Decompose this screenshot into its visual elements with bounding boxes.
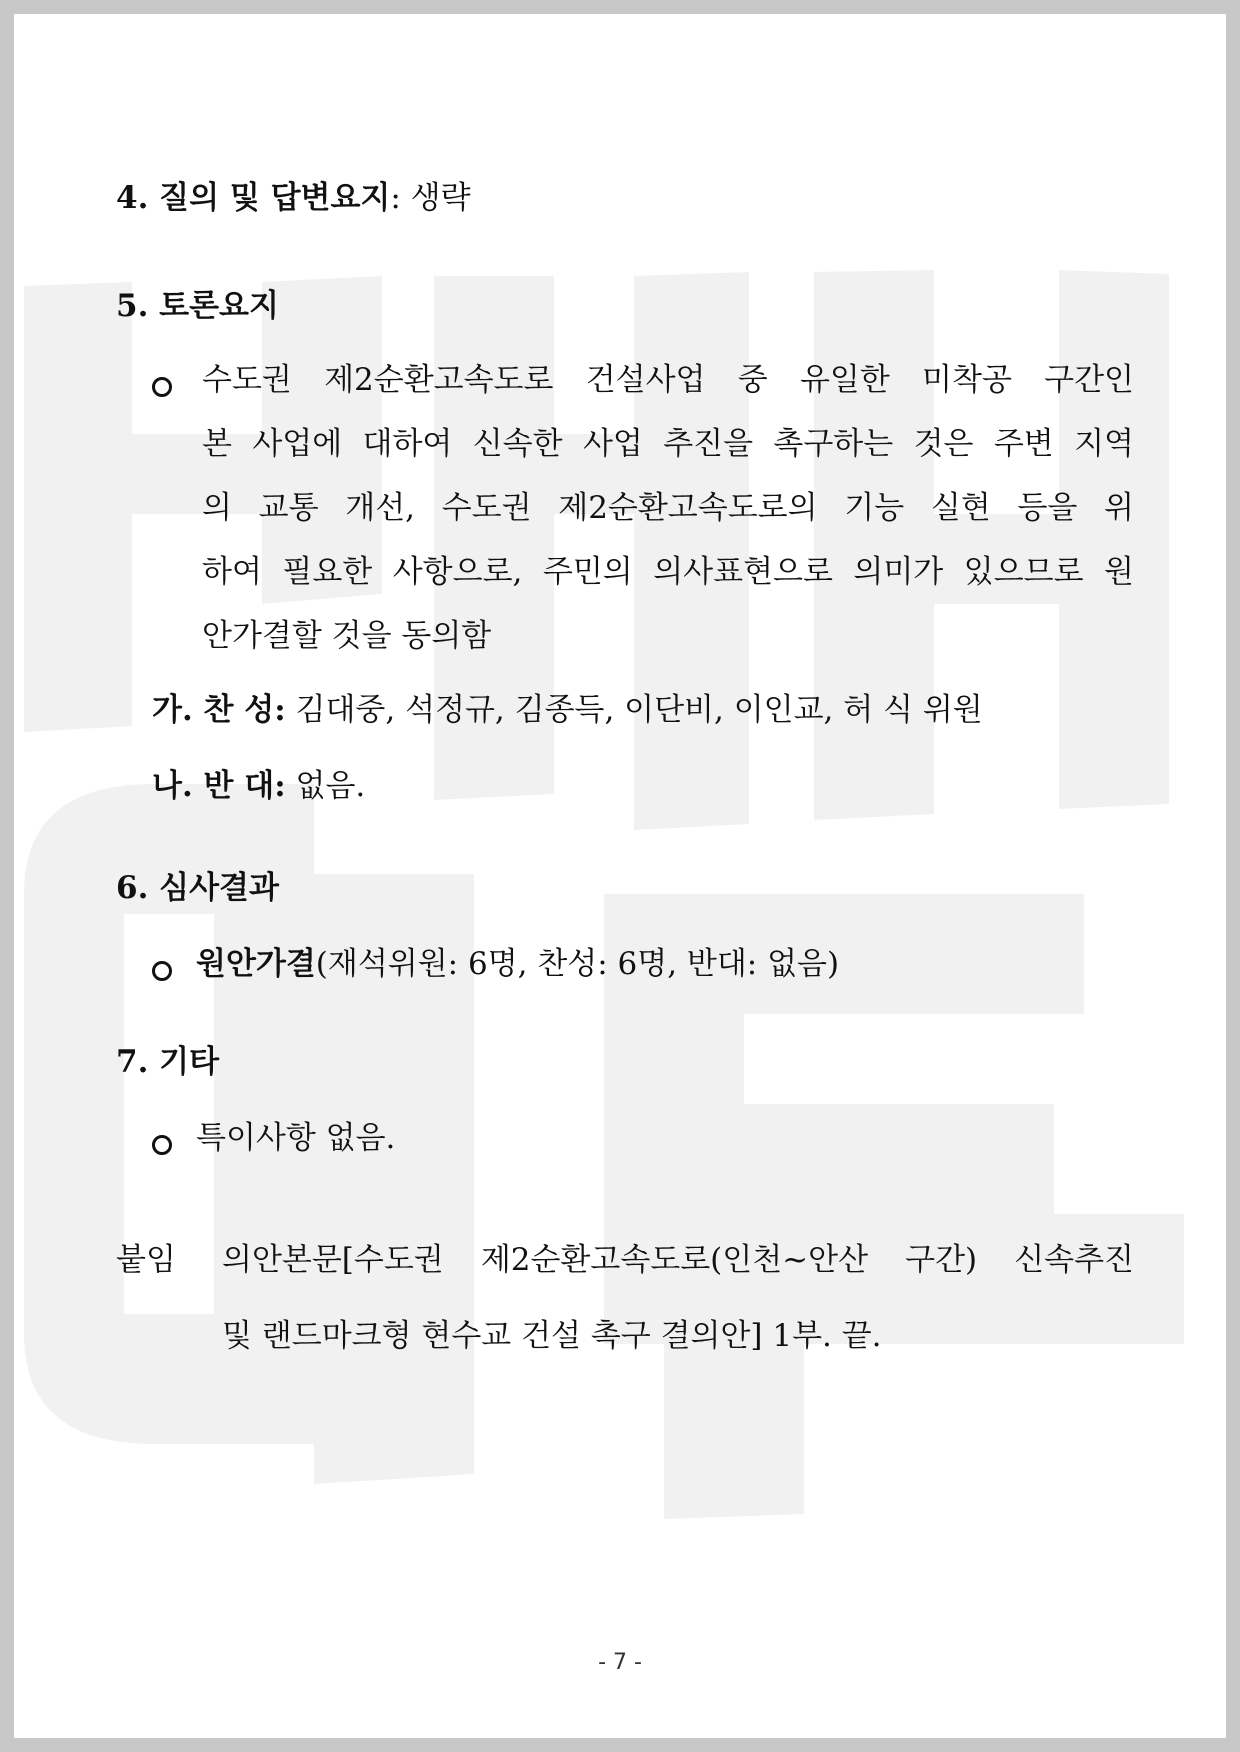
against-line bbox=[152, 766, 365, 806]
page-number: - 7 - bbox=[598, 1650, 642, 1675]
section-4-heading: 4. 질의 및 답변요지 bbox=[116, 180, 391, 216]
discussion-line-5: 안가결할 것을 동의함 bbox=[202, 618, 492, 654]
attachment-line-1: 의안본문[수도권 제2순환고속도로(인천~안산 구간) 신속추진 bbox=[222, 1242, 1134, 1278]
review-result-bold: 원안가결 bbox=[196, 946, 316, 982]
section-7-heading: 7. 기타 bbox=[116, 1044, 220, 1080]
section-5-heading: 5. 토론요지 bbox=[116, 288, 279, 324]
circle-bullet-icon bbox=[152, 961, 172, 981]
against-value: 없음. bbox=[285, 768, 366, 804]
document-page bbox=[14, 14, 1226, 1738]
favor-value: 김대중, 석정규, 김종득, 이단비, 이인교, 허 식 위원 bbox=[285, 692, 983, 728]
section-4-line bbox=[116, 178, 471, 218]
favor-line bbox=[152, 690, 983, 730]
discussion-line-2: 본 사업에 대하여 신속한 사업 추진을 촉구하는 것은 주변 지역 bbox=[202, 426, 1134, 462]
section-4-suffix: : 생략 bbox=[390, 180, 471, 216]
other-item: 특이사항 없음. bbox=[196, 1120, 396, 1156]
discussion-line-3: 의 교통 개선, 수도권 제2순환고속도로의 기능 실현 등을 위 bbox=[202, 490, 1134, 526]
favor-label: 가. 찬 성: bbox=[152, 692, 286, 728]
attachment-line-2: 및 랜드마크형 현수교 건설 촉구 결의안] 1부. 끝. bbox=[222, 1318, 882, 1354]
review-result-line bbox=[196, 944, 839, 984]
circle-bullet-icon bbox=[152, 377, 172, 397]
document-content bbox=[14, 14, 1226, 1738]
circle-bullet-icon bbox=[152, 1135, 172, 1155]
discussion-line-1: 수도권 제2순환고속도로 건설사업 중 유일한 미착공 구간인 bbox=[202, 362, 1134, 398]
review-result-detail: (재석위원: 6명, 찬성: 6명, 반대: 없음) bbox=[315, 946, 840, 982]
discussion-line-4: 하여 필요한 사항으로, 주민의 의사표현으로 의미가 있으므로 원 bbox=[202, 554, 1134, 590]
section-6-heading: 6. 심사결과 bbox=[116, 870, 279, 906]
against-label: 나. 반 대: bbox=[152, 768, 286, 804]
attachment-label: 붙임 bbox=[116, 1242, 176, 1278]
